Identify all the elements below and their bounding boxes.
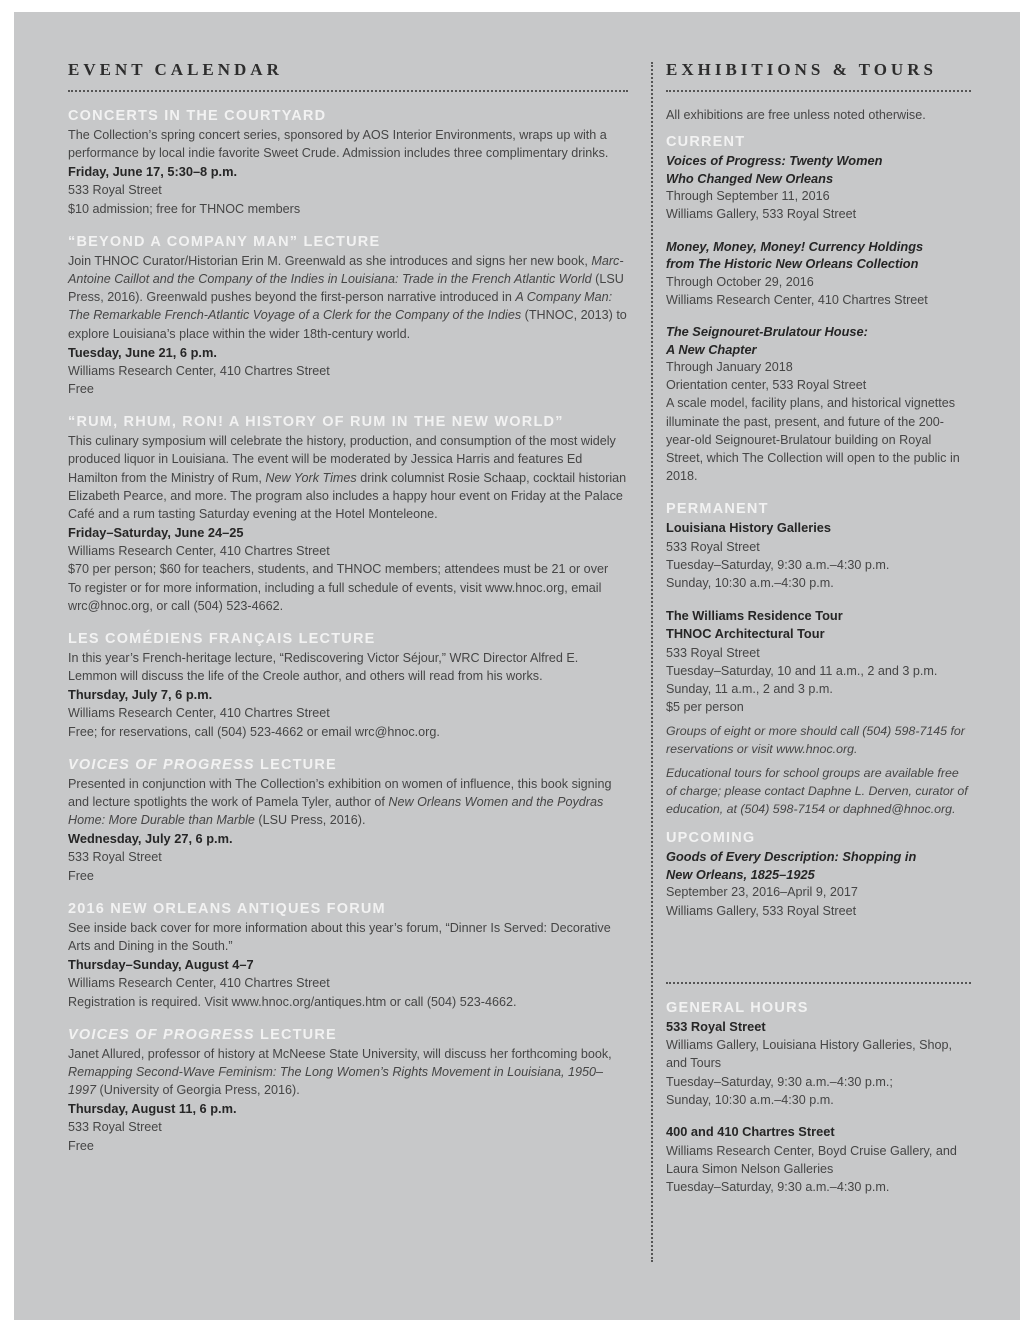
hours-time: Tuesday–Saturday, 9:30 a.m.–4:30 p.m.;	[666, 1074, 893, 1089]
hours-title: 533 Royal Street	[666, 1018, 766, 1034]
event-title: LES COMÉDIENS FRANÇAIS LECTURE	[68, 631, 376, 648]
heading-rule	[68, 90, 628, 92]
exhibition-location: Orientation center, 533 Royal Street	[666, 378, 867, 393]
current-section	[666, 132, 971, 485]
permanent-title: Louisiana History Galleries	[666, 520, 831, 536]
upcoming-label: UPCOMING	[666, 830, 756, 847]
desc-text: (University of Georgia Press, 2016).	[96, 1083, 300, 1098]
event-admission: Free	[68, 1138, 94, 1153]
page	[14, 12, 1020, 1320]
event-title: “BEYOND A COMPANY MAN” LECTURE	[68, 233, 381, 250]
permanent-hours: Tuesday–Saturday, 9:30 a.m.–4:30 p.m.	[666, 558, 890, 573]
exhibition-title: Money, Money, Money! Currency Holdings	[666, 238, 924, 254]
exhibition-title: Voices of Progress: Twenty Women	[666, 153, 883, 169]
permanent-hours: Tuesday–Saturday, 10 and 11 a.m., 2 and 3 p.m.	[666, 663, 938, 678]
event-company-man	[68, 232, 628, 398]
event-title	[68, 755, 628, 775]
event-calendar-column	[68, 58, 628, 1169]
title-rest: LECTURE	[254, 1026, 337, 1043]
event-registration: To register or for more information, including a full schedule of events, visit www.hnoc.org, email wrc@hnoc.org, or call (504) 523-4662.	[68, 580, 602, 613]
current-label: CURRENT	[666, 134, 746, 151]
event-location: Williams Research Center, 410 Chartres Street	[68, 363, 330, 378]
event-location: 533 Royal Street	[68, 1120, 162, 1135]
permanent-item	[666, 519, 971, 592]
exhibition-location: Williams Gallery, 533 Royal Street	[666, 207, 857, 222]
event-rum	[68, 412, 628, 615]
permanent-item	[666, 607, 971, 717]
title-rest: LECTURE	[254, 756, 337, 773]
event-description	[68, 1045, 628, 1100]
event-date: Friday–Saturday, June 24–25	[68, 525, 244, 541]
section-rule	[666, 982, 971, 984]
event-description: In this year’s French-heritage lecture, “Rediscovering Victor Séjour,” WRC Director Alfred E. Lemmon will discuss the life of the Creole author, and others will read from his works.	[68, 651, 579, 684]
event-location: Williams Research Center, 410 Chartres Street	[68, 544, 330, 559]
exhibition-title: from The Historic New Orleans Collection	[666, 256, 919, 272]
event-description	[68, 775, 628, 830]
upcoming-dates: September 23, 2016–April 9, 2017	[666, 885, 858, 900]
permanent-note: Groups of eight or more should call (504) 598-7145 for reservations or visit www.hnoc.org.	[666, 724, 965, 757]
event-location: Williams Research Center, 410 Chartres Street	[68, 976, 330, 991]
hours-time: Sunday, 10:30 a.m.–4:30 p.m.	[666, 1092, 834, 1107]
permanent-label: PERMANENT	[666, 501, 769, 518]
event-admission: $70 per person; $60 for teachers, students, and THNOC members; attendees must be 21 or over	[68, 562, 609, 577]
event-registration: Registration is required. Visit www.hnoc.org/antiques.htm or call (504) 523-4662.	[68, 994, 517, 1009]
event-admission: $10 admission; free for THNOC members	[68, 201, 301, 216]
event-title: CONCERTS IN THE COURTYARD	[68, 108, 327, 124]
book-title: A Company Man: The Remarkable French-Atlantic Voyage of a Clerk for the Company of the Indies	[68, 290, 613, 323]
event-description	[68, 252, 628, 343]
book-title: New Orleans Women and the Poydras Home: More Durable than Marble	[68, 795, 604, 828]
permanent-title: THNOC Architectural Tour	[666, 626, 825, 642]
event-calendar-heading: EVENT CALENDAR	[68, 60, 283, 79]
event-date: Thursday–Sunday, August 4–7	[68, 957, 254, 973]
exhibition-item	[666, 323, 971, 485]
event-title: “RUM, RHUM, RON! A HISTORY OF RUM IN THE NEW WORLD”	[68, 414, 564, 431]
permanent-section	[666, 499, 971, 818]
permanent-location: 533 Royal Street	[666, 645, 760, 660]
hours-venues: Williams Gallery, Louisiana History Galleries, Shop, and Tours	[666, 1038, 953, 1071]
event-location: Williams Research Center, 410 Chartres Street	[68, 706, 330, 721]
permanent-hours: Sunday, 10:30 a.m.–4:30 p.m.	[666, 576, 834, 591]
event-date: Friday, June 17, 5:30–8 p.m.	[68, 164, 238, 180]
event-title: 2016 NEW ORLEANS ANTIQUES FORUM	[68, 900, 386, 917]
permanent-hours: Sunday, 11 a.m., 2 and 3 p.m.	[666, 681, 833, 696]
event-location: 533 Royal Street	[68, 850, 162, 865]
desc-text: (THNOC, 2013) to explore Louisiana’s place within the wider 18th-century world.	[68, 308, 627, 341]
title-italic: VOICES OF PROGRESS	[68, 1026, 255, 1043]
book-title: Remapping Second-Wave Feminism: The Long Women’s Rights Movement in Louisiana, 1950–1997	[68, 1064, 604, 1098]
desc-text: Janet Allured, professor of history at McNeese State University, will discuss her forthcoming book,	[68, 1046, 612, 1061]
book-title: Marc-Antoine Caillot and the Company of the Indies in Louisiana: Trade in the French Atlantic World	[68, 253, 624, 287]
upcoming-location: Williams Gallery, 533 Royal Street	[666, 903, 857, 918]
hours-block	[666, 1018, 971, 1109]
event-description: See inside back cover for more information about this year’s forum, “Dinner Is Served: Decorative Arts and Dining in the South.”	[68, 920, 611, 954]
upcoming-title: New Orleans, 1825–1925	[666, 866, 815, 882]
event-description	[68, 432, 628, 523]
event-voices-lecture-2	[68, 1025, 628, 1155]
event-comediens	[68, 629, 628, 741]
exhibition-description: A scale model, facility plans, and historical vignettes illuminate the past, present, and future of the 200-year-old Seignouret-Brulatour building on Royal Street, which The Collection will open to the public in 2018.	[666, 396, 960, 484]
event-admission: Free	[68, 382, 94, 397]
event-description: The Collection’s spring concert series, sponsored by AOS Interior Environments, wraps up with a performance by local indie favorite Sweet Crude. Admission includes three complimentary drinks.	[68, 128, 609, 161]
exhibition-title: The Seignouret-Brulatour House:	[666, 324, 868, 340]
event-antiques-forum	[68, 899, 628, 1011]
desc-text: (LSU Press, 2016).	[254, 813, 366, 828]
event-concerts	[68, 106, 628, 218]
desc-text: This culinary symposium will celebrate the history, production, and consumption of the most widely produced liquor in Louisiana. The event will be moderated by Jessica Harris and features Ed Hamilton from the Ministry of Rum,	[68, 434, 616, 485]
event-date: Wednesday, July 27, 6 p.m.	[68, 831, 233, 847]
permanent-note: Educational tours for school groups are available free of charge; please contact Daphne L. Derven, curator of education, at (504) 598-7154 or daphned@hnoc.org.	[666, 766, 968, 817]
upcoming-title: Goods of Every Description: Shopping in	[666, 849, 917, 865]
exhibitions-heading: EXHIBITIONS & TOURS	[666, 60, 937, 79]
hours-block	[666, 1123, 971, 1196]
exhibition-location: Williams Research Center, 410 Chartres Street	[666, 292, 928, 307]
event-voices-lecture-1	[68, 755, 628, 885]
hours-venues: Williams Research Center, Boyd Cruise Gallery, and Laura Simon Nelson Galleries	[666, 1143, 957, 1176]
hours-title: 400 and 410 Chartres Street	[666, 1124, 835, 1140]
event-date: Tuesday, June 21, 6 p.m.	[68, 344, 217, 360]
permanent-location: 533 Royal Street	[666, 539, 760, 554]
permanent-title: The Williams Residence Tour	[666, 607, 843, 623]
exhibitions-note: All exhibitions are free unless noted otherwise.	[666, 108, 926, 122]
hours-label: GENERAL HOURS	[666, 999, 809, 1016]
event-title	[68, 1025, 628, 1045]
event-date: Thursday, August 11, 6 p.m.	[68, 1101, 237, 1117]
event-admission: Free; for reservations, call (504) 523-4662 or email wrc@hnoc.org.	[68, 724, 440, 739]
title-italic: VOICES OF PROGRESS	[68, 756, 255, 773]
desc-text: (LSU Press, 2016). Greenwald pushes beyond the first-person narrative introduced in	[68, 272, 624, 305]
exhibition-title: Who Changed New Orleans	[666, 170, 834, 186]
hours-time: Tuesday–Saturday, 9:30 a.m.–4:30 p.m.	[666, 1179, 890, 1194]
upcoming-section	[666, 828, 971, 919]
column-divider	[651, 62, 653, 1262]
exhibition-dates: Through October 29, 2016	[666, 274, 814, 289]
publication-title: New York Times	[265, 470, 357, 485]
desc-text: Join THNOC Curator/Historian Erin M. Greenwald as she introduces and signs her new book,	[68, 253, 592, 268]
exhibitions-column	[666, 58, 971, 1210]
exhibition-dates: Through September 11, 2016	[666, 189, 830, 204]
exhibition-dates: Through January 2018	[666, 360, 793, 375]
exhibition-title: A New Chapter	[666, 341, 757, 357]
exhibition-item	[666, 238, 971, 309]
event-location: 533 Royal Street	[68, 183, 162, 198]
heading-rule	[666, 90, 971, 92]
permanent-price: $5 per person	[666, 700, 744, 715]
event-date: Thursday, July 7, 6 p.m.	[68, 687, 213, 703]
event-admission: Free	[68, 868, 94, 883]
hours-section	[666, 998, 971, 1196]
desc-text: Presented in conjunction with The Collection’s exhibition on women of influence, this book signing and lecture spotlights the work of Pamela Tyler, author of	[68, 776, 612, 810]
desc-text: drink columnist Rosie Schaap, cocktail historian Elizabeth Pearce, and more. The program also includes a happy hour event on Friday at the Palace Café and a rum tasting Saturday evening at the Hotel Monteleone.	[68, 470, 627, 522]
exhibition-item	[666, 152, 971, 223]
